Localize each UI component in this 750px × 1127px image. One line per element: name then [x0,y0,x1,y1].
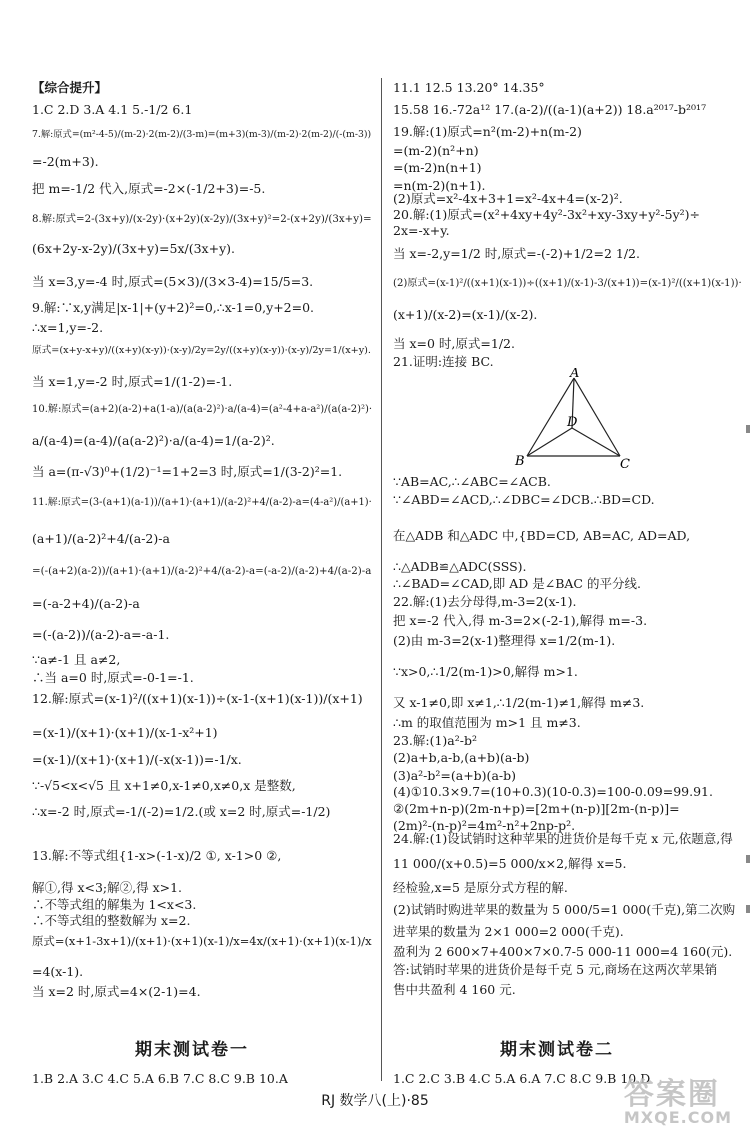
answer-line: 11.1 12.5 13.20° 14.35° [393,80,545,95]
answer-line: 10.解:原式=(a+2)(a-2)+a(1-a)/(a(a-2)²)·a/(a-4)=(a²-4+a-a²)/(a(a-2)²)· [32,404,373,415]
answer-line: (a+1)/(a-2)²+4/(a-2)-a [32,531,170,546]
section-title-right: 期末测试卷二 [500,1040,614,1060]
answer-line: (2)原式=(x-1)²/((x+1)(x-1))÷((x+1)/(x-1)-3/(x+1))=(x-1)²/((x+1)(x-1))· [393,278,742,289]
watermark-text: 答案圈 [623,1077,720,1112]
answer-line: ∴x=-2 时,原式=-1/(-2)=1/2.(或 x=2 时,原式=-1/2) [32,804,331,819]
answer-line: 经检验,x=5 是原分式方程的解. [393,880,568,895]
triangle-figure [512,368,637,472]
answer-line: 21.证明:连接 BC. [393,354,494,369]
answer-line: 把 m=-1/2 代入,原式=-2×(-1/2+3)=-5. [32,181,266,196]
answer-line: ∵-√5<x<√5 且 x+1≠0,x-1≠0,x≠0,x 是整数, [32,778,296,793]
answer-line: ∴当 a=0 时,原式=-0-1=-1. [32,670,194,685]
answer-line: 8.解:原式=2-(3x+y)/(x-2y)·(x+2y)(x-2y)/(3x+y)²=2-(x+2y)/(3x+y)= [32,213,372,225]
label-D: D [567,415,578,430]
edge-mark [746,905,750,913]
answer-line: 原式=(x+1-3x+1)/(x+1)·(x+1)(x-1)/x=4x/(x+1)·(x+1)(x-1)/x [32,934,372,948]
answer-line: 当 a=(π-√3)⁰+(1/2)⁻¹=1+2=3 时,原式=1/(3-2)²=1. [32,464,343,479]
answer-line: (2m)²-(n-p)²=4m²-n²+2np-p². [393,818,576,833]
label-C: C [620,457,630,472]
answers-left: 1.B 2.A 3.C 4.C 5.A 6.B 7.C 8.C 9.B 10.A [32,1071,288,1086]
answer-line: 当 x=0 时,原式=1/2. [393,336,515,351]
answer-line: ∵∠ABD=∠ACD,∴∠DBC=∠DCB.∴BD=CD. [393,492,655,507]
answer-line: 又 x-1≠0,即 x≠1,∴1/2(m-1)≠1,解得 m≠3. [393,695,645,710]
answer-line: (4)①10.3×9.7=(10+0.3)(10-0.3)=100-0.09=99.91. [393,784,713,799]
answer-line: 盈利为 2 600×7+400×7×0.7-5 000-11 000=4 160(元). [393,944,733,959]
watermark-url: MXQE.COM [623,1108,732,1127]
answer-line: ∵a≠-1 且 a≠2, [32,652,121,667]
answer-line: ∴△ADB≌△ADC(SSS). [393,559,527,574]
section-title-left: 期末测试卷一 [135,1040,249,1060]
answer-line: ②(2m+n-p)(2m-n+p)=[2m+(n-p)][2m-(n-p)]= [393,801,680,816]
answer-line: 11.解:原式=(3-(a+1)(a-1))/(a+1)·(a+1)/(a-2)²+4/(a-2)-a=(4-a²)/(a+1)· [32,497,372,508]
answer-line: 当 x=2 时,原式=4×(2-1)=4. [32,984,201,999]
edge-mark [746,855,750,863]
answer-line: =(m-2)n(n+1) [393,160,482,175]
answer-line: =-2(m+3). [32,154,99,169]
answer-line: 把 x=-2 代入,得 m-3=2×(-2-1),解得 m=-3. [393,613,648,628]
answer-line: (3)a²-b²=(a+b)(a-b) [393,768,516,783]
answer-line: 解①,得 x<3;解②,得 x>1. [32,880,183,895]
answer-line: 22.解:(1)去分母得,m-3=2(x-1). [393,594,577,609]
answer-line: 11 000/(x+0.5)=5 000/x×2,解得 x=5. [393,856,627,871]
answer-line: 13.解:不等式组{1-x>(-1-x)/2 ①, x-1>0 ②, [32,848,282,863]
answer-line: 23.解:(1)a²-b² [393,733,477,748]
label-A: A [570,368,580,381]
answer-line: 19.解:(1)原式=n²(m-2)+n(m-2) [393,124,582,139]
column-divider [381,78,382,1081]
answer-line: (2)a+b,a-b,(a+b)(a-b) [393,750,530,765]
answer-line: ∴不等式组的整数解为 x=2. [32,913,191,928]
page-footer: RJ 数学八(上)·85 [321,1093,429,1109]
answer-line: 24.解:(1)设试销时这种苹果的进货价是每千克 x 元,依题意,得 [393,831,733,846]
answer-line: 当 x=1,y=-2 时,原式=1/(1-2)=-1. [32,374,233,389]
answer-line: 当 x=3,y=-4 时,原式=(5×3)/(3×3-4)=15/5=3. [32,274,314,289]
answer-line: 进苹果的数量为 2×1 000=2 000(千克). [393,924,624,939]
answer-line: =(m-2)(n²+n) [393,143,479,158]
answer-line: 15.58 16.-72a¹² 17.(a-2)/((a-1)(a+2)) 18.a²⁰¹⁷-b²⁰¹⁷ [393,102,707,117]
answer-line: 7.解:原式=(m²-4-5)/(m-2)·2(m-2)/(3-m)=(m+3)(m-3)/(m-2)·2(m-2)/(-(m-3)) [32,129,372,140]
answer-line: ∴m 的取值范围为 m>1 且 m≠3. [393,715,581,730]
edge-mark [746,425,750,433]
answer-line: =(x-1)/(x+1)·(x+1)/(-x(x-1))=-1/x. [32,752,242,767]
answer-line: ∴x=1,y=-2. [32,320,104,335]
answer-line: =(-(a+2)(a-2))/(a+1)·(a+1)/(a-2)²+4/(a-2)-a=(-a-2)/(a-2)+4/(a-2)-a [32,565,372,577]
answer-line: ∴∠BAD=∠CAD,即 AD 是∠BAC 的平分线. [393,576,641,591]
watermark [623,1077,732,1127]
answer-line: (2)由 m-3=2(x-1)整理得 x=1/2(m-1). [393,633,616,648]
answer-line: 12.解:原式=(x-1)²/((x+1)(x-1))÷(x-1-(x+1)(x-1))/(x+1) [32,691,363,706]
answer-line: 当 x=-2,y=1/2 时,原式=-(-2)+1/2=2 1/2. [393,246,640,261]
answer-line: 售中共盈利 4 160 元. [393,982,516,997]
answer-line: ∵AB=AC,∴∠ABC=∠ACB. [393,474,551,489]
answer-line: (2)试销时购进苹果的数量为 5 000/5=1 000(千克),第二次购 [393,902,736,917]
answer-line: (6x+2y-x-2y)/(3x+y)=5x/(3x+y). [32,241,235,256]
answer-line: 20.解:(1)原式=(x²+4xy+4y²-3x²+xy-3xy+y²-5y²)÷ [393,207,701,222]
answer-line: 原式=(x+y-x+y)/((x+y)(x-y))·(x-y)/2y=2y/((x+y)(x-y))·(x-y)/2y=1/(x+y). [32,345,371,356]
answer-line: ∴不等式组的解集为 1<x<3. [32,897,197,912]
answer-line: =(-a-2+4)/(a-2)-a [32,596,140,611]
answer-line: 9.解:∵x,y满足|x-1|+(y+2)²=0,∴x-1=0,y+2=0. [32,300,315,315]
answer-line: a/(a-4)=(a-4)/(a(a-2)²)·a/(a-4)=1/(a-2)². [32,433,275,448]
answer-line: 答:试销时苹果的进货价是每千克 5 元,商场在这两次苹果销 [393,962,718,977]
answer-line: =4(x-1). [32,964,84,979]
label-B: B [515,454,525,469]
answer-line: (x+1)/(x-2)=(x-1)/(x-2). [393,307,538,322]
answer-line: 在△ADB 和△ADC 中,{BD=CD, AB=AC, AD=AD, [393,528,691,543]
answers-right: 1.C 2.C 3.B 4.C 5.A 6.A 7.C 8.C 9.B 10.D [393,1071,651,1086]
answer-line: (2)原式=x²-4x+3+1=x²-4x+4=(x-2)². [393,191,623,206]
answer-line: =n(m-2)(n+1). [393,178,486,193]
answer-line: 1.C 2.D 3.A 4.1 5.-1/2 6.1 [32,102,193,117]
answer-line: ∵x>0,∴1/2(m-1)>0,解得 m>1. [393,664,578,679]
answer-line: 【综合提升】 [32,80,108,95]
answer-line: =(x-1)/(x+1)·(x+1)/(x-1-x²+1) [32,725,218,740]
answer-line: =(-(a-2))/(a-2)-a=-a-1. [32,627,170,642]
answer-line: 2x=-x+y. [393,223,450,238]
